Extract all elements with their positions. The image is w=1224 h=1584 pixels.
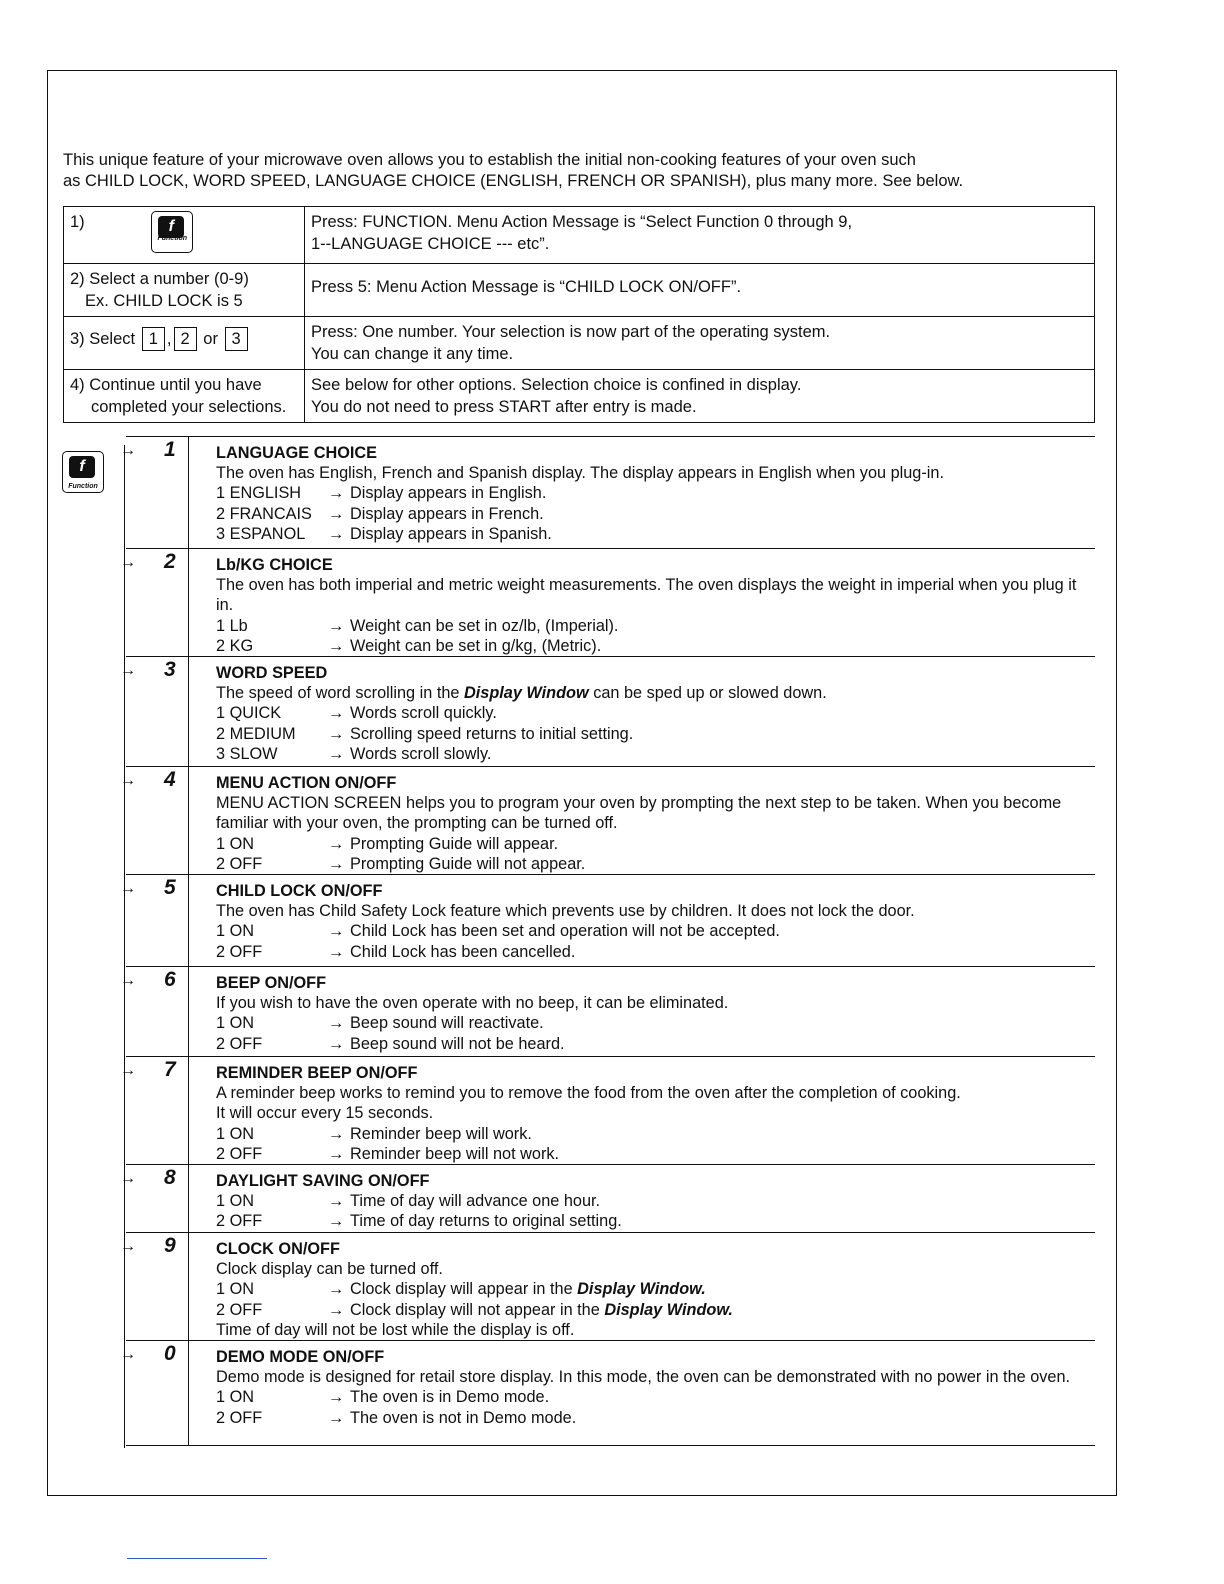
step-4-text: See below for other options. Selection choice is confined in display. [311, 376, 802, 394]
option-title: DAYLIGHT SAVING ON/OFF [216, 1172, 430, 1190]
intro-line-1: This unique feature of your microwave oven allows you to establish the initial non-cooking features of your oven such [63, 151, 916, 169]
right-arrow-icon: → [328, 922, 345, 941]
step-2-example: Ex. CHILD LOCK is 5 [85, 292, 243, 310]
or-text: or [203, 330, 218, 348]
right-arrow-icon: → [328, 1144, 345, 1163]
option-description-2: It will occur every 15 seconds. [216, 1104, 434, 1123]
right-arrow-icon: → [328, 1124, 345, 1143]
option-title: CHILD LOCK ON/OFF [216, 882, 383, 900]
key-2-box: 2 [174, 327, 197, 351]
steps-table [63, 206, 1095, 423]
option-number: 0 [164, 1342, 176, 1365]
option-title: REMINDER BEEP ON/OFF [216, 1064, 418, 1082]
option-choice: 1 ENGLISH → Display appears in English. [216, 484, 547, 503]
option-description: Clock display can be turned off. [216, 1260, 443, 1279]
option-number: 1 [164, 438, 176, 461]
divider [188, 967, 189, 1056]
option-choice: 3 SLOW → Words scroll slowly. [216, 744, 492, 763]
option-choice: 2 MEDIUM → Scrolling speed returns to initial setting. [216, 724, 634, 743]
right-arrow-icon: → [328, 1408, 345, 1427]
right-arrow-icon: → [328, 744, 345, 763]
option-title: Lb/KG CHOICE [216, 556, 333, 574]
function-key-icon: f Function [151, 211, 193, 253]
divider [188, 657, 189, 766]
branch-arrow-icon: → [120, 972, 136, 989]
option-choice: 2 OFF → The oven is not in Demo mode. [216, 1408, 577, 1427]
option-choice: 2 OFF → Clock display will not appear in the Display Window. [216, 1300, 733, 1319]
branch-arrow-icon: → [120, 442, 136, 459]
right-arrow-icon: → [328, 854, 345, 873]
option-choice: 2 OFF → Reminder beep will not work. [216, 1144, 560, 1163]
option-choice: 1 ON → Time of day will advance one hour. [216, 1192, 601, 1211]
option-description: If you wish to have the oven operate with no beep, it can be eliminated. [216, 994, 729, 1013]
option-choice: 1 ON → Child Lock has been set and operation will not be accepted. [216, 922, 780, 941]
function-option-6 [120, 966, 1095, 1056]
intro-text [63, 150, 1103, 192]
step-3-text: Press: One number. Your selection is now part of the operating system. [311, 323, 831, 341]
option-choice: 1 QUICK → Words scroll quickly. [216, 704, 497, 723]
step-2-label: 2) Select a number (0-9) [70, 270, 249, 288]
right-arrow-icon: → [328, 524, 345, 543]
function-options-list [120, 436, 1095, 1446]
option-choice: 2 OFF → Prompting Guide will not appear. [216, 854, 586, 873]
option-title: CLOCK ON/OFF [216, 1240, 340, 1258]
option-description: The oven has English, French and Spanish display. The display appears in English when you plug-in. [216, 464, 944, 483]
option-title: WORD SPEED [216, 664, 328, 682]
right-arrow-icon: → [328, 724, 345, 743]
step-row-2 [64, 264, 1095, 317]
function-option-8 [120, 1164, 1095, 1232]
function-key-icon-large: f Function [62, 451, 104, 493]
function-option-2 [120, 548, 1095, 656]
option-number: 2 [164, 550, 176, 573]
branch-arrow-icon: → [120, 1062, 136, 1079]
option-choice: 2 KG → Weight can be set in g/kg, (Metric). [216, 636, 602, 655]
option-description: MENU ACTION SCREEN helps you to program your oven by prompting the next step to be taken. When you become familiar with your oven, the prompting can be turned off. [216, 794, 1062, 833]
function-option-4 [120, 766, 1095, 874]
option-choice: 2 OFF → Child Lock has been cancelled. [216, 942, 576, 961]
intro-line-2: as CHILD LOCK, WORD SPEED, LANGUAGE CHOICE (ENGLISH, FRENCH OR SPANISH), plus many more. See below. [63, 172, 964, 190]
option-number: 4 [164, 768, 176, 791]
step-1-text-2: 1--LANGUAGE CHOICE --- etc”. [311, 235, 550, 253]
option-description: The speed of word scrolling in the Display Window can be sped up or slowed down. [216, 684, 827, 703]
option-choice: 2 OFF → Time of day returns to original setting. [216, 1212, 622, 1231]
option-choice: 1 ON → Prompting Guide will appear. [216, 834, 559, 853]
option-title: MENU ACTION ON/OFF [216, 774, 397, 792]
option-choice: 1 ON → Clock display will appear in the Display Window. [216, 1280, 706, 1299]
divider [188, 875, 189, 966]
right-arrow-icon: → [328, 942, 345, 961]
function-option-5 [120, 874, 1095, 966]
step-4-label-2: completed your selections. [91, 398, 287, 416]
option-choice: 2 OFF → Beep sound will not be heard. [216, 1034, 565, 1053]
divider [188, 1057, 189, 1164]
divider [188, 767, 189, 874]
step-4-text-2: You do not need to press START after entry is made. [311, 398, 697, 416]
divider [188, 1233, 189, 1340]
right-arrow-icon: → [328, 1280, 345, 1299]
option-description: Demo mode is designed for retail store display. In this mode, the oven can be demonstrated with no power in the oven. [216, 1368, 1071, 1387]
right-arrow-icon: → [328, 484, 345, 503]
option-title: LANGUAGE CHOICE [216, 444, 378, 462]
divider [188, 1341, 189, 1445]
bottom-rule [127, 1558, 267, 1559]
option-rail [124, 445, 125, 1448]
option-number: 8 [164, 1166, 176, 1189]
option-choice: 1 Lb → Weight can be set in oz/lb, (Imperial). [216, 616, 619, 635]
step-row-3: 3) Select 1 , 2 or 3 Press: One number. Your selection is now part of the operating system. You can change it any time. [64, 317, 1095, 370]
option-number: 6 [164, 968, 176, 991]
option-number: 9 [164, 1234, 176, 1257]
function-option-3 [120, 656, 1095, 766]
option-number: 5 [164, 876, 176, 899]
right-arrow-icon: → [328, 1034, 345, 1053]
option-choice: 2 FRANCAIS → Display appears in French. [216, 504, 544, 523]
right-arrow-icon: → [328, 834, 345, 853]
option-description: The oven has both imperial and metric weight measurements. The oven displays the weight in imperial when you plug it in. [216, 576, 1077, 615]
right-arrow-icon: → [328, 504, 345, 523]
branch-arrow-icon: → [120, 1346, 136, 1363]
step-3-label: 3) Select [70, 330, 136, 348]
divider [188, 437, 189, 548]
option-description: A reminder beep works to remind you to remove the food from the oven after the completion of cooking. [216, 1084, 961, 1103]
option-note: Time of day will not be lost while the display is off. [216, 1320, 575, 1339]
branch-arrow-icon: → [120, 880, 136, 897]
step-3-text-2: You can change it any time. [311, 345, 514, 363]
option-title: DEMO MODE ON/OFF [216, 1348, 385, 1366]
branch-arrow-icon: → [120, 662, 136, 679]
key-3-box: 3 [225, 327, 248, 351]
option-title: BEEP ON/OFF [216, 974, 327, 992]
option-choice: 1 ON → Beep sound will reactivate. [216, 1014, 544, 1033]
right-arrow-icon: → [328, 616, 345, 635]
key-1-box: 1 [142, 327, 165, 351]
branch-arrow-icon: → [120, 772, 136, 789]
branch-arrow-icon: → [120, 1238, 136, 1255]
function-option-7 [120, 1056, 1095, 1164]
function-option-0 [120, 1340, 1095, 1446]
right-arrow-icon: → [328, 636, 345, 655]
function-option-9 [120, 1232, 1095, 1340]
step-4-label: 4) Continue until you have [70, 376, 262, 394]
step-2-text: Press 5: Menu Action Message is “CHILD LOCK ON/OFF”. [311, 278, 742, 296]
right-arrow-icon: → [328, 1300, 345, 1319]
step-row-4 [64, 370, 1095, 423]
step-1-number: 1) [70, 213, 85, 231]
right-arrow-icon: → [328, 1388, 345, 1407]
right-arrow-icon: → [328, 704, 345, 723]
divider [188, 549, 189, 656]
branch-arrow-icon: → [120, 1170, 136, 1187]
option-choice: 3 ESPANOL → Display appears in Spanish. [216, 524, 552, 543]
right-arrow-icon: → [328, 1014, 345, 1033]
divider [188, 1165, 189, 1232]
option-number: 7 [164, 1058, 176, 1081]
option-number: 3 [164, 658, 176, 681]
step-row-1 [64, 207, 1095, 264]
right-arrow-icon: → [328, 1212, 345, 1231]
step-1-text: Press: FUNCTION. Menu Action Message is “Select Function 0 through 9, [311, 213, 853, 231]
option-choice: 1 ON → The oven is in Demo mode. [216, 1388, 550, 1407]
right-arrow-icon: → [328, 1192, 345, 1211]
branch-arrow-icon: → [120, 554, 136, 571]
option-description: The oven has Child Safety Lock feature which prevents use by children. It does not lock the door. [216, 902, 915, 921]
option-choice: 1 ON → Reminder beep will work. [216, 1124, 532, 1143]
function-option-1 [120, 436, 1095, 548]
